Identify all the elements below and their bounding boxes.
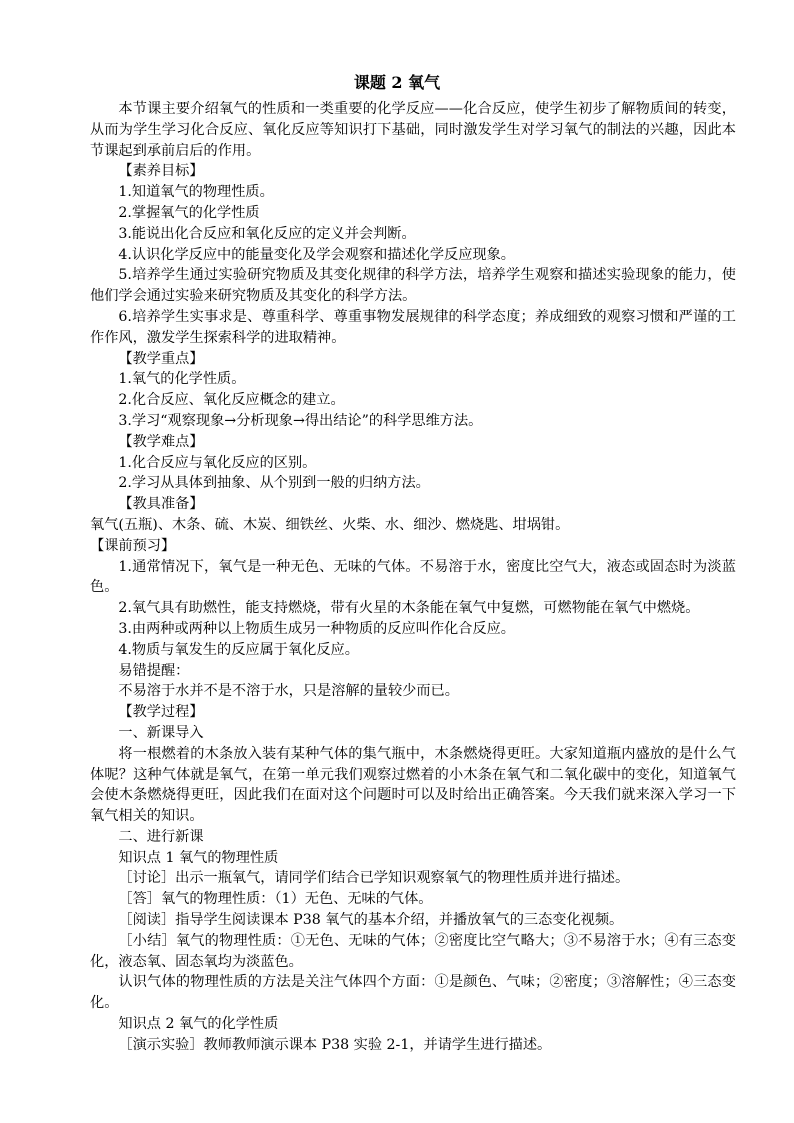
section-heading: 【教学难点】 <box>118 433 204 450</box>
section-heading: 【教学过程】 <box>118 704 204 721</box>
reading-paragraph: ［阅读］指导学生阅读课本 P38 氧气的基本介绍，并播放氧气的三态变化视频。 <box>118 912 624 929</box>
list-item: 6.培养学生实事求是、尊重科学、尊重事物发展规律的科学态度；养成细致的观察习惯和严谨的工作作风，激发学生探索科学的进取精神。 <box>90 308 736 346</box>
knowledge-point-heading: 知识点 2 氧气的化学性质 <box>118 1016 279 1033</box>
section-heading: 【教学重点】 <box>118 350 204 367</box>
document-title: 课题 2 氧气 <box>353 73 441 92</box>
section-heading: 【教具准备】 <box>118 496 204 513</box>
subsection-heading: 二、进行新课 <box>118 828 204 845</box>
demo-paragraph: ［演示实验］教师教师演示课本 P38 实验 2-1，并请学生进行描述。 <box>118 1036 552 1053</box>
list-item: 3.能说出化合反应和氧化反应的定义并会判断。 <box>118 225 416 242</box>
summary-paragraph: ［小结］氧气的物理性质：①无色、无味的气体；②密度比空气略大；③不易溶于水；④有三态变化，液态氧、固态氧均为淡蓝色。 <box>90 932 736 970</box>
list-item: 5.培养学生通过实验研究物质及其变化规律的科学方法，培养学生观察和描述实验现象的能力，使他们学会通过实验来研究物质及其变化的科学方法。 <box>90 267 736 305</box>
equipment-list: 氧气(五瓶)、木条、硫、木炭、细铁丝、火柴、水、细沙、燃烧匙、坩埚钳。 <box>90 516 570 533</box>
list-item: 4.认识化学反应中的能量变化及学会观察和描述化学反应现象。 <box>118 246 515 263</box>
method-paragraph: 认识气体的物理性质的方法是关注气体四个方面：①是颜色、气味；②密度；③溶解性；④三态变化。 <box>90 974 736 1012</box>
section-heading: 【素养目标】 <box>118 163 204 180</box>
list-item: 1.化合反应与氧化反应的区别。 <box>118 454 317 471</box>
intro-paragraph: 本节课主要介绍氧气的性质和一类重要的化学反应——化合反应，使学生初步了解物质间的转变，从而为学生学习化合反应、氧化反应等知识打下基础，同时激发学生对学习氧气的制法的兴趣，因此本节课起到承前启后的作用。 <box>90 101 736 159</box>
tip-text: 不易溶于水并不是不溶于水，只是溶解的量较少而已。 <box>118 683 459 700</box>
discussion-paragraph: ［讨论］出示一瓶氧气，请同学们结合已学知识观察氧气的物理性质并进行描述。 <box>118 870 630 887</box>
answer-paragraph: ［答］氧气的物理性质：（1）无色、无味的气体。 <box>118 891 433 908</box>
list-item: 2.学习从具体到抽象、从个别到一般的归纳方法。 <box>118 475 430 492</box>
body-paragraph: 将一根燃着的木条放入装有某种气体的集气瓶中，木条燃烧得更旺。大家知道瓶内盛放的是什么气体呢？这种气体就是氧气，在第一单元我们观察过燃着的小木条在氧气和二氧化碳中的变化，知道氧气会使木条燃烧得更旺，因此我们在面对这个问题时可以及时给出正确答案。今天我们就来深入学习一下氧气相关的知识。 <box>90 745 736 825</box>
list-item: 1.氧气的化学性质。 <box>118 371 246 388</box>
section-heading: 【课前预习】 <box>90 537 176 554</box>
list-item: 2.化合反应、氧化反应概念的建立。 <box>118 392 345 409</box>
tip-heading: 易错提醒： <box>118 662 190 679</box>
list-item: 3.学习“观察现象→分析现象→得出结论”的科学思维方法。 <box>118 412 483 429</box>
list-item: 2.氧气具有助燃性，能支持燃烧，带有火星的木条能在氧气中复燃，可燃物能在氧气中燃烧。 <box>118 600 700 617</box>
subsection-heading: 一、新课导入 <box>118 724 204 741</box>
list-item: 1.知道氧气的物理性质。 <box>118 184 274 201</box>
knowledge-point-heading: 知识点 1 氧气的物理性质 <box>118 849 279 866</box>
document-body <box>90 99 736 1056</box>
list-item: 3.由两种或两种以上物质生成另一种物质的反应叫作化合反应。 <box>118 620 515 637</box>
list-item: 2.掌握氧气的化学性质 <box>118 204 260 221</box>
list-item: 1.通常情况下，氧气是一种无色、无味的气体。不易溶于水，密度比空气大，液态或固态时为淡蓝色。 <box>90 558 736 596</box>
list-item: 4.物质与氧发生的反应属于氧化反应。 <box>118 641 359 658</box>
